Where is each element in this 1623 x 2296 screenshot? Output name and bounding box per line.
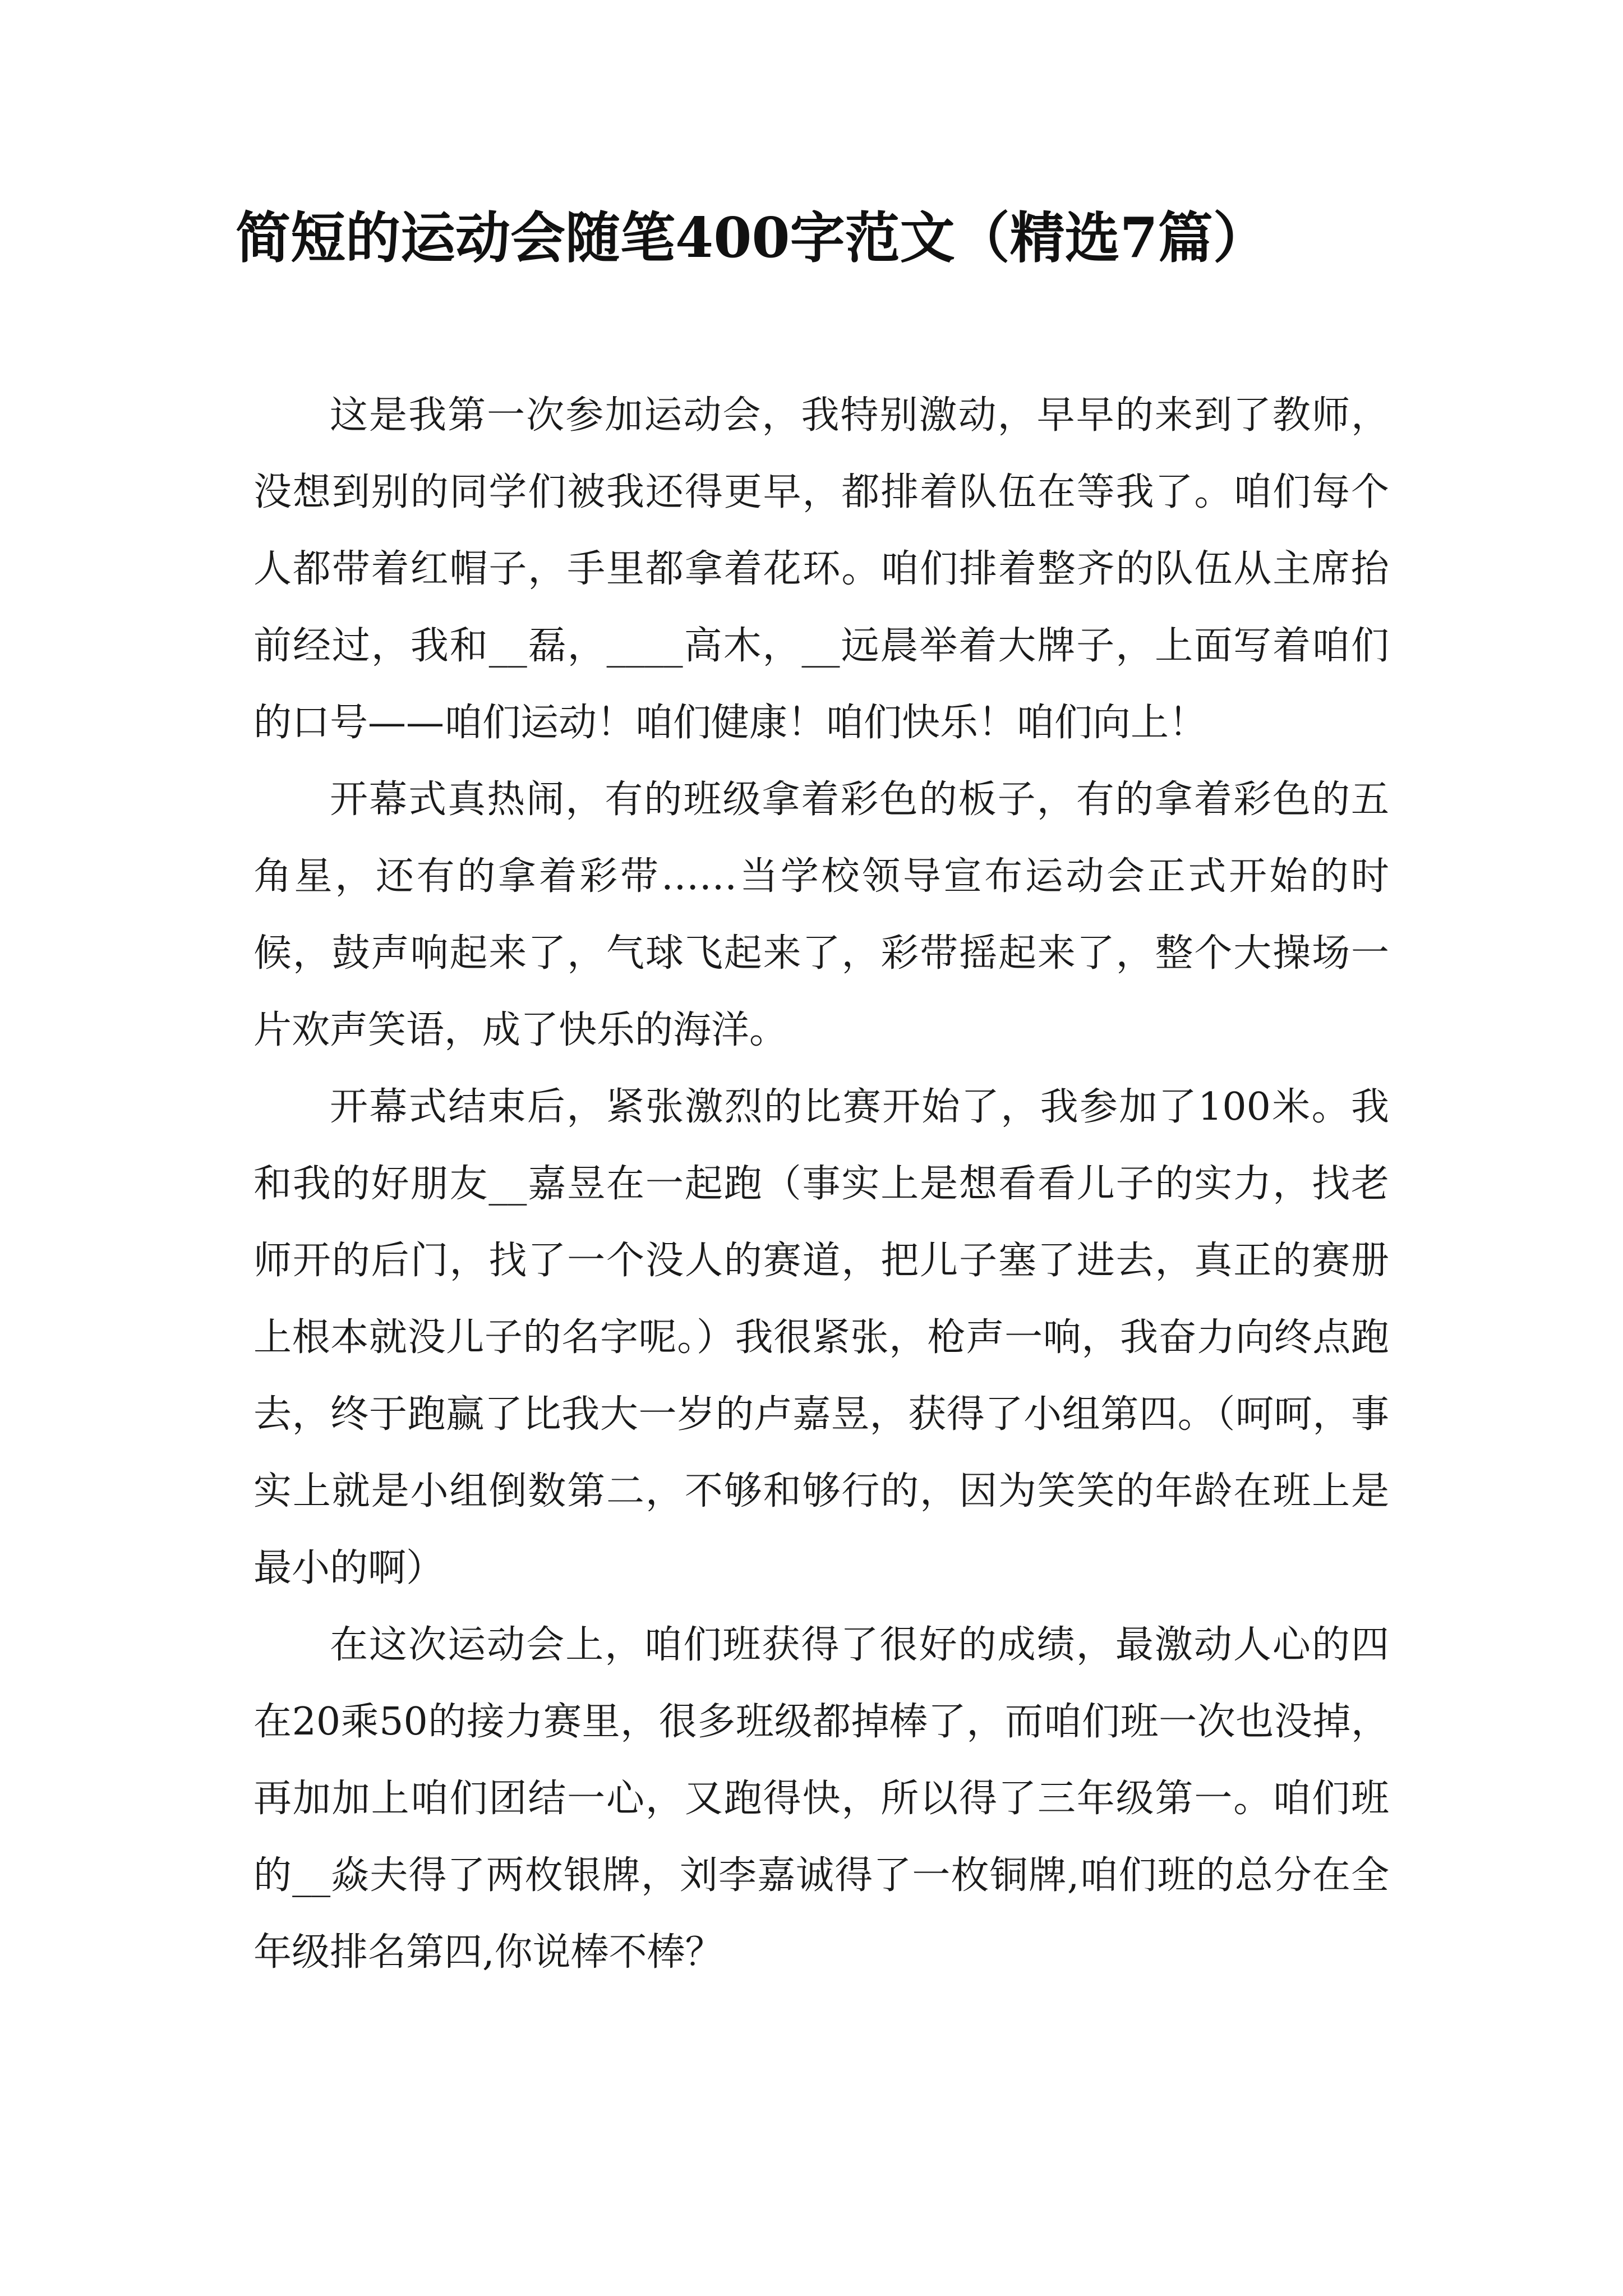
- paragraph-3: 开幕式结束后，紧张激烈的比赛开始了，我参加了100米。我和我的好朋友__嘉昱在一起跑（事实上是想看看儿子的实力，找老师开的后门，找了一个没人的赛道，把儿子塞了进去，真正的赛册上根本就没儿子的名字呢。）我很紧张，枪声一响，我奋力向终点跑去，终于跑赢了比我大一岁的卢嘉昱，获得了小组第四。（呵呵，事实上就是小组倒数第二，不够和够行的，因为笑笑的年龄在班上是最小的啊）: [253, 1085, 1389, 1590]
- paragraph-1: 这是我第一次参加运动会，我特别激动，早早的来到了教师，没想到别的同学们被我还得更早，都排着队伍在等我了。咱们每个人都带着红帽子，手里都拿着花环。咱们排着整齐的队伍从主席抬前经过，我和__磊，____高木，__远晨举着大牌子，上面写着咱们的口号——咱们运动！咱们健康！咱们快乐！咱们向上！: [253, 393, 1389, 745]
- document-body: [253, 377, 1389, 1991]
- paragraph-4: 在这次运动会上，咱们班获得了很好的成绩，最激动人心的四在20乘50的接力赛里，很多班级都掉棒了，而咱们班一次也没掉，再加加上咱们团结一心，又跑得快，所以得了三年级第一。咱们班的__焱夫得了两枚银牌，刘李嘉诚得了一枚铜牌,咱们班的总分在全年级排名第四,你说棒不棒？: [253, 1623, 1389, 1975]
- document-title: 简短的运动会随笔400字范文（精选7篇）: [236, 206, 1268, 270]
- paragraph-2: 开幕式真热闹，有的班级拿着彩色的板子，有的拿着彩色的五角星，还有的拿着彩带……当学校领导宣布运动会正式开始的时候，鼓声响起来了，气球飞起来了，彩带摇起来了，整个大操场一片欢声笑语，成了快乐的海洋。: [253, 777, 1389, 1052]
